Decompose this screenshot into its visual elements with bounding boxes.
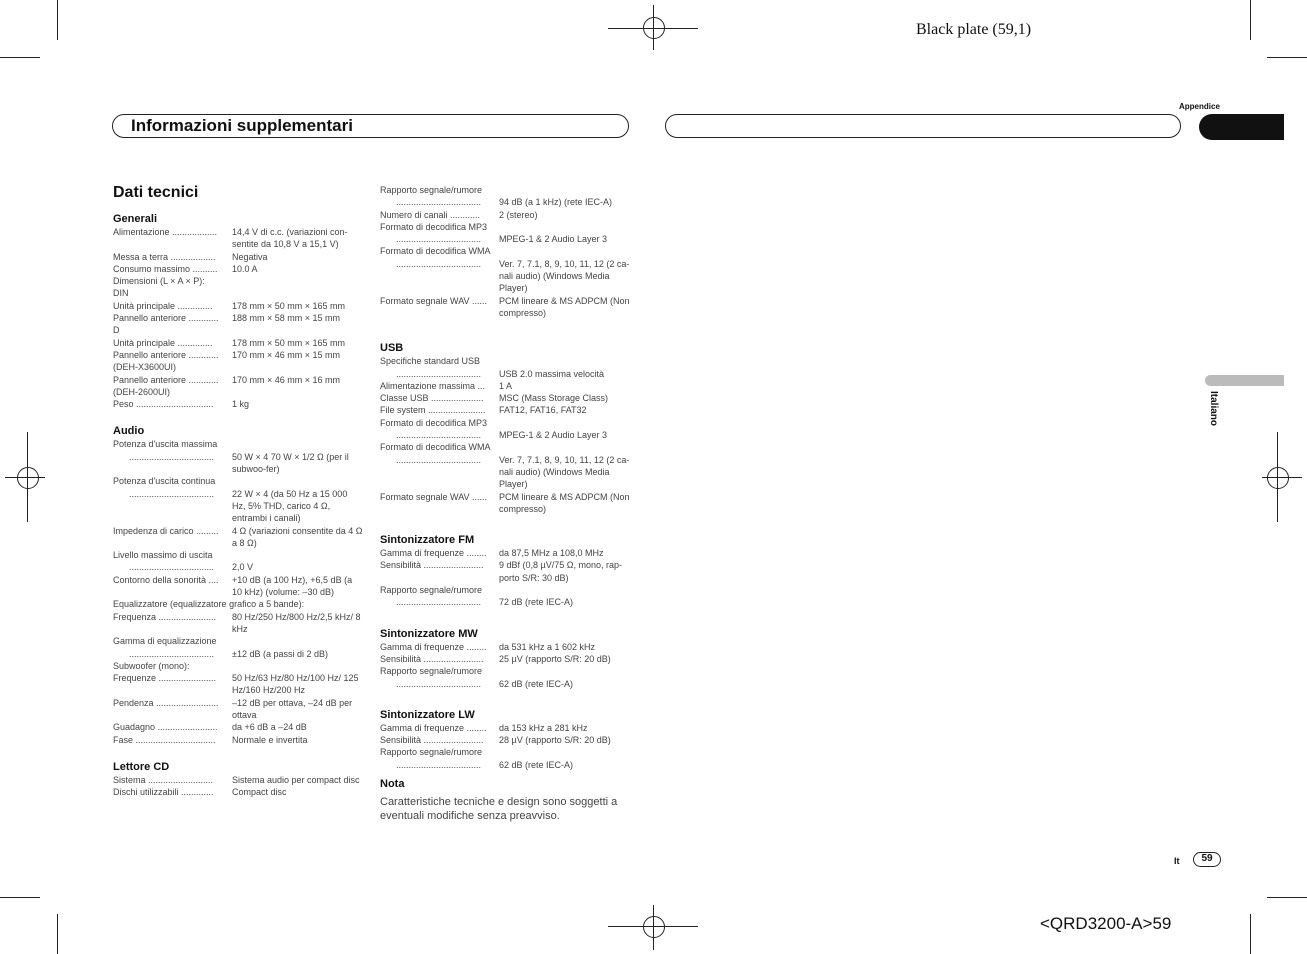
spec-label: Dimensioni (L × A × P):: [113, 276, 205, 287]
spec-row: Formato segnale WAV ...... PCM lineare & MS ADPCM (Non compresso): [380, 295, 630, 318]
spec-row: .................................. ±12 dB (a passi di 2 dB): [129, 648, 328, 659]
spec-label: D: [113, 325, 120, 336]
spec-row: Fase ................................ Normale e invertita: [113, 734, 308, 745]
spec-row: Formato segnale WAV ...... PCM lineare & MS ADPCM (Non compresso): [380, 491, 630, 514]
registration-mark: [643, 916, 665, 938]
spec-label: Subwoofer (mono):: [113, 660, 190, 671]
note-text: Caratteristiche tecniche e design sono soggetti a eventuali modifiche senza preavviso.: [380, 795, 618, 822]
registration-mark: [653, 905, 654, 950]
spec-row: .................................. Ver. 7, 7.1, 8, 9, 10, 11, 12 (2 ca-nali audio) (Windows Media Player): [396, 258, 630, 294]
spec-row: .................................. 50 W × 4 70 W × 1/2 Ω (per il subwoo-fer): [129, 451, 349, 475]
spec-row: Pannello anteriore ............ 170 mm × 46 mm × 15 mm: [113, 349, 341, 360]
spec-row: .................................. 62 dB (rete IEC-A): [396, 678, 574, 689]
crop-mark: [0, 897, 40, 898]
spec-label: Specifiche standard USB: [380, 356, 481, 367]
language-tab: [1205, 375, 1284, 386]
spec-label: Rapporto segnale/rumore: [380, 185, 483, 195]
registration-mark: [5, 477, 45, 478]
spec-label: Rapporto segnale/rumore: [380, 666, 483, 677]
appendix-tab: [1199, 114, 1284, 140]
spec-row: Contorno della sonorità .... +10 dB (a 100 Hz), +6,5 dB (a 10 kHz) (volume: –30 dB): [113, 574, 353, 598]
spec-row: Sensibilità ........................ 25 µV (rapporto S/R: 20 dB): [380, 653, 611, 664]
spec-row: Frequenze ....................... 50 Hz/63 Hz/80 Hz/100 Hz/ 125 Hz/160 Hz/200 Hz: [113, 673, 359, 696]
registration-mark: [1267, 467, 1289, 489]
spec-label: Rapporto segnale/rumore: [380, 585, 483, 596]
spec-row: Sistema .......................... Sistema audio per compact disc: [113, 774, 360, 785]
spec-row: Unità principale .............. 178 mm × 50 mm × 165 mm: [113, 337, 346, 348]
spec-row: Unità principale .............. 178 mm × 50 mm × 165 mm: [113, 300, 346, 311]
crop-mark: [1250, 0, 1251, 40]
language-label: Italiano: [1208, 391, 1219, 427]
spec-row: Sensibilità ........................ 28 µV (rapporto S/R: 20 dB): [380, 735, 611, 746]
spec-row: .................................. MPEG-1 & 2 Audio Layer 3: [396, 430, 608, 441]
spec-row: Pannello anteriore ............ 188 mm × 58 mm × 15 mm: [113, 313, 341, 324]
spec-row: Numero di canali ............ 2 (stereo): [380, 209, 538, 220]
spec-row: .................................. USB 2.0 massima velocità: [396, 368, 605, 379]
spec-row: Pendenza ......................... –12 dB per ottava, –24 dB per ottava: [113, 697, 353, 720]
right-header-frame: [665, 114, 1181, 138]
section-heading-usb: USB: [380, 342, 404, 355]
spec-row: .................................. MPEG-1 & 2 Audio Layer 3: [396, 234, 608, 245]
spec-row: Dischi utilizzabili ............. Compact disc: [113, 787, 287, 798]
spec-row: Alimentazione massima ... 1 A: [380, 380, 513, 391]
section-title: Informazioni supplementari: [131, 116, 353, 135]
spec-row: Guadagno ........................ da +6 dB a –24 dB: [113, 722, 307, 733]
spec-label: Gamma di equalizzazione: [113, 636, 217, 647]
language-code: It: [1174, 856, 1180, 866]
spec-row: .................................. 62 dB (rete IEC-A): [396, 759, 574, 770]
spec-row: Gamma di frequenze ........ da 153 kHz a 281 kHz: [380, 722, 588, 733]
spec-row: Messa a terra .................. Negativa: [113, 251, 268, 262]
appendix-label: Appendice: [1179, 102, 1220, 111]
section-heading-generali: Generali: [113, 213, 158, 225]
crop-mark: [57, 0, 58, 40]
spec-row: Consumo massimo .......... 10.0 A: [113, 263, 258, 274]
section-heading-cd: Lettore CD: [113, 760, 170, 773]
spec-row: .................................. Ver. 7, 7.1, 8, 9, 10, 11, 12 (2 ca-nali audio) (Windows Media Player): [396, 454, 630, 490]
section-heading-lw: Sintonizzatore LW: [380, 708, 475, 721]
registration-mark: [27, 432, 28, 522]
spec-label: Equalizzatore (equalizzatore grafico a 5 bande):: [113, 599, 305, 610]
spec-row: .................................. 2,0 V: [129, 562, 254, 573]
spec-label: Formato di decodifica MP3: [380, 417, 488, 428]
spec-row: Impedenza di carico ......... 4 Ω (variazioni consentite da 4 Ω a 8 Ω): [113, 525, 363, 548]
spec-row: File system ....................... FAT12, FAT16, FAT32: [380, 405, 587, 416]
section-heading-nota: Nota: [380, 777, 405, 790]
crop-mark: [1250, 914, 1251, 954]
spec-label: Livello massimo di uscita: [113, 550, 213, 561]
spec-label: Formato di decodifica WMA: [380, 442, 491, 453]
spec-label: Rapporto segnale/rumore: [380, 747, 483, 758]
section-heading-fm: Sintonizzatore FM: [380, 534, 475, 547]
spec-label: (DEH-X3600UI): [113, 362, 177, 373]
crop-mark: [1267, 57, 1307, 58]
specs-column-left: [113, 212, 363, 798]
spec-row: Alimentazione .................. 14,4 V di c.c. (variazioni con-sentite da 10,8 V a 15,1 V): [113, 227, 348, 250]
crop-mark: [57, 914, 58, 954]
spec-label: Formato di decodifica MP3: [380, 221, 488, 232]
section-heading-audio: Audio: [113, 425, 145, 438]
spec-row: Gamma di frequenze ........ da 531 kHz a 1 602 kHz: [380, 641, 596, 652]
document-code: <QRD3200-A>59: [1040, 914, 1172, 933]
registration-mark: [1262, 477, 1302, 478]
black-plate-label: Black plate (59,1): [916, 21, 1032, 38]
spec-row: Pannello anteriore ............ 170 mm × 46 mm × 16 mm: [113, 374, 341, 385]
page-heading: Dati tecnici: [113, 184, 199, 201]
registration-mark: [653, 5, 654, 50]
registration-mark: [17, 467, 39, 489]
spec-row: Gamma di frequenze ........ da 87,5 MHz a 108,0 MHz: [380, 548, 604, 559]
page-number: 59: [1193, 852, 1221, 867]
spec-row: Sensibilità ........................ 9 dBf (0,8 µV/75 Ω, mono, rap-porto S/R: 30 dB): [380, 560, 622, 583]
spec-row: .................................. 22 W × 4 (da 50 Hz a 15 000 Hz, 5% THD, carico 4 Ω, entrambi i canali): [129, 488, 348, 524]
spec-row: Classe USB ..................... MSC (Mass Storage Class): [380, 393, 609, 404]
spec-label: Potenza d'uscita massima: [113, 439, 218, 450]
spec-row: Frequenza ....................... 80 Hz/250 Hz/800 Hz/2,5 kHz/ 8 kHz: [113, 611, 361, 634]
spec-label: Potenza d'uscita continua: [113, 476, 216, 487]
specs-column-right: [380, 184, 632, 823]
crop-mark: [1267, 897, 1307, 898]
spec-label: Formato di decodifica WMA: [380, 246, 491, 257]
spec-row: .................................. 94 dB (a 1 kHz) (rete IEC-A): [396, 197, 613, 208]
spec-row: .................................. 72 dB (rete IEC-A): [396, 597, 574, 608]
spec-label: DIN: [113, 288, 129, 299]
section-heading-mw: Sintonizzatore MW: [380, 627, 478, 640]
crop-mark: [0, 57, 40, 58]
spec-label: (DEH-2600UI): [113, 386, 171, 397]
registration-mark: [1277, 432, 1278, 522]
spec-row: Peso ............................... 1 kg: [113, 399, 250, 410]
